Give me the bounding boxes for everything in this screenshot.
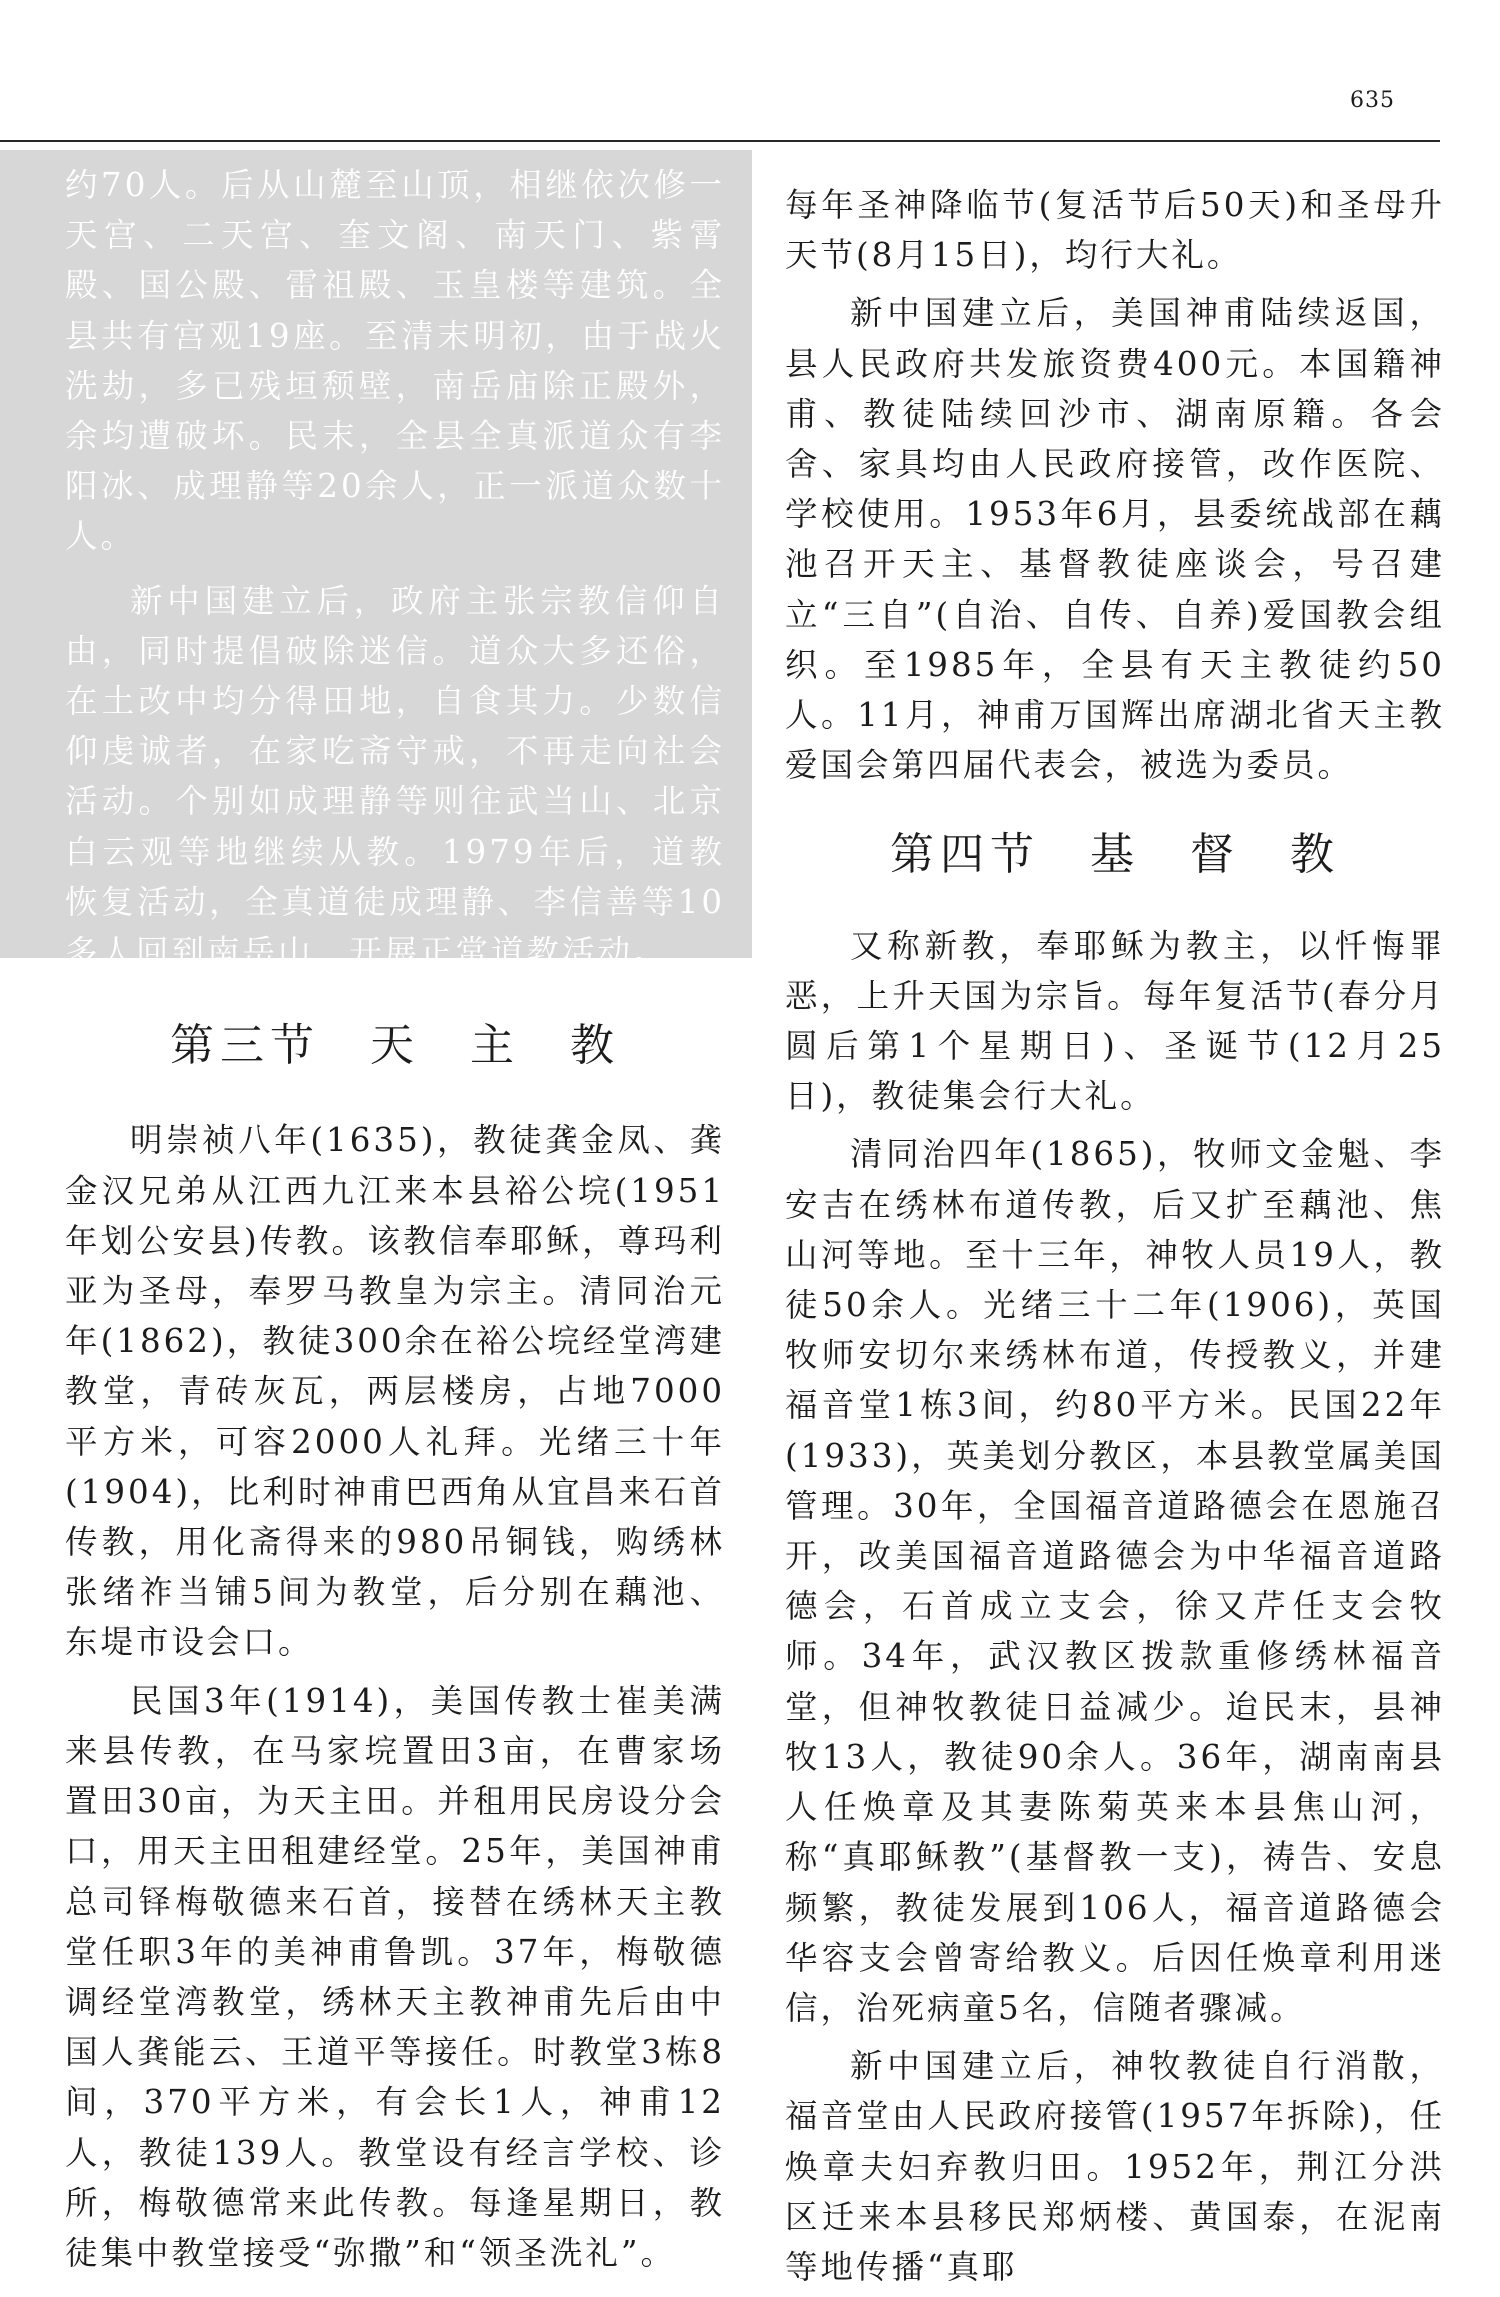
- body-paragraph: 又称新教，奉耶稣为教主，以忏悔罪恶，上升天国为宗旨。每年复活节(春分月圆后第1个星期日)、圣诞节(12月25日)，教徒集会行大礼。: [785, 926, 1445, 1116]
- header-rule: [0, 140, 1440, 142]
- body-paragraph: 新中国建立后，美国神甫陆续返国，县人民政府共发旅资费400元。本国籍神甫、教徒陆续回沙市、湖南原籍。各会舍、家具均由人民政府接管，改作医院、学校使用。1953年6月，县委统战部在藕池召开天主、基督教徒座谈会，号召建立“三自”(自治、自传、自养)爱国教会组织。至1985年，全县有天主教徒约50人。11月，神甫万国辉出席湖北省天主教爱国会第四届代表会，被选为委员。: [785, 294, 1445, 785]
- body-paragraph: 清同治四年(1865)，牧师文金魁、李安吉在绣林布道传教，后又扩至藕池、焦山河等地。至十三年，神牧人员19人，教徒50余人。光绪三十二年(1906)，英国牧师安切尔来绣林布道，传授教义，并建福音堂1栋3间，约80平方米。民国22年(1933)，英美划分教区，本县教堂属美国管理。30年，全国福音道路德会在恩施召开，改美国福音道路德会为中华福音道路德会，石首成立支会，徐又芹任支会牧师。34年，武汉教区拨款重修绣林福音堂，但神牧教徒日益减少。迨民末，县神牧13人，教徒90余人。36年，湖南南县人任焕章及其妻陈菊英来本县焦山河，称“真耶稣教”(基督教一支)，祷告、安息频繁，教徒发展到106人，福音道路德会华容支会曾寄给教义。后因任焕章利用迷信，治死病童5名，信随者骤减。: [785, 1135, 1445, 2027]
- section-heading-catholicism: 第三节 天 主 教: [170, 1020, 620, 1072]
- shaded-text-block: [65, 160, 725, 977]
- shaded-paragraph: 新中国建立后，政府主张宗教信仰自由，同时提倡破除迷信。道众大多还俗，在土改中均分得田地，自食其力。少数信仰虔诚者，在家吃斋守戒，不再走向社会活动。个别如成理静等则往武当山、北京白云观等地继续从教。1979年后，道教恢复活动，全真道徒成理静、李信善等10多人回到南岳山，开展正常道教活动。: [65, 581, 725, 972]
- left-column: [65, 160, 725, 2278]
- page-number: 635: [1350, 88, 1395, 113]
- continuation-paragraph: 每年圣神降临节(复活节后50天)和圣母升天节(8月15日)，均行大礼。: [785, 186, 1445, 275]
- shaded-paragraph: 约70人。后从山麓至山顶，相继依次修一天宫、二天宫、奎文阁、南天门、紫霄殿、国公殿、雷祖殿、玉皇楼等建筑。全县共有宫观19座。至清末明初，由于战火洗劫，多已残垣颓壁，南岳庙除正殿外，余均遭破坏。民末，全县全真派道众有李阳冰、成理静等20余人，正一派道众数十人。: [65, 166, 725, 556]
- body-paragraph: 明崇祯八年(1635)，教徒龚金凤、龚金汉兄弟从江西九江来本县裕公垸(1951年划公安县)传教。该教信奉耶稣，尊玛利亚为圣母，奉罗马教皇为宗主。清同治元年(1862)，教徒300余在裕公垸经堂湾建教堂，青砖灰瓦，两层楼房，占地7000平方米，可容2000人礼拜。光绪三十年(1904)，比利时神甫巴西角从宜昌来石首传教，用化斋得来的980吊铜钱，购绣林张绪祚当铺5间为教堂，后分别在藕池、东堤市设会口。: [65, 1121, 725, 1662]
- body-paragraph: 新中国建立后，神牧教徒自行消散，福音堂由人民政府接管(1957年拆除)，任焕章夫妇弃教归田。1952年，荆江分洪区迁来本县移民郑炳楼、黄国泰，在泥南等地传播“真耶: [785, 2047, 1445, 2286]
- section-heading-protestantism: 第四节 基 督 教: [890, 829, 1340, 881]
- body-paragraph: 民国3年(1914)，美国传教士崔美满来县传教，在马家垸置田3亩，在曹家场置田30亩，为天主田。并租用民房设分会口，用天主田租建经堂。25年，美国神甫总司铎梅敬德来石首，接替在绣林天主教堂任职3年的美神甫鲁凯。37年，梅敬德调经堂湾教堂，绣林天主教神甫先后由中国人龚能云、王道平等接任。时教堂3栋8间，370平方米，有会长1人，神甫12人，教徒139人。教堂设有经言学校、诊所，梅敬德常来此传教。每逢星期日，教徒集中教堂接受“弥撒”和“领圣洗礼”。: [65, 1681, 725, 2272]
- right-column: [785, 180, 1445, 2292]
